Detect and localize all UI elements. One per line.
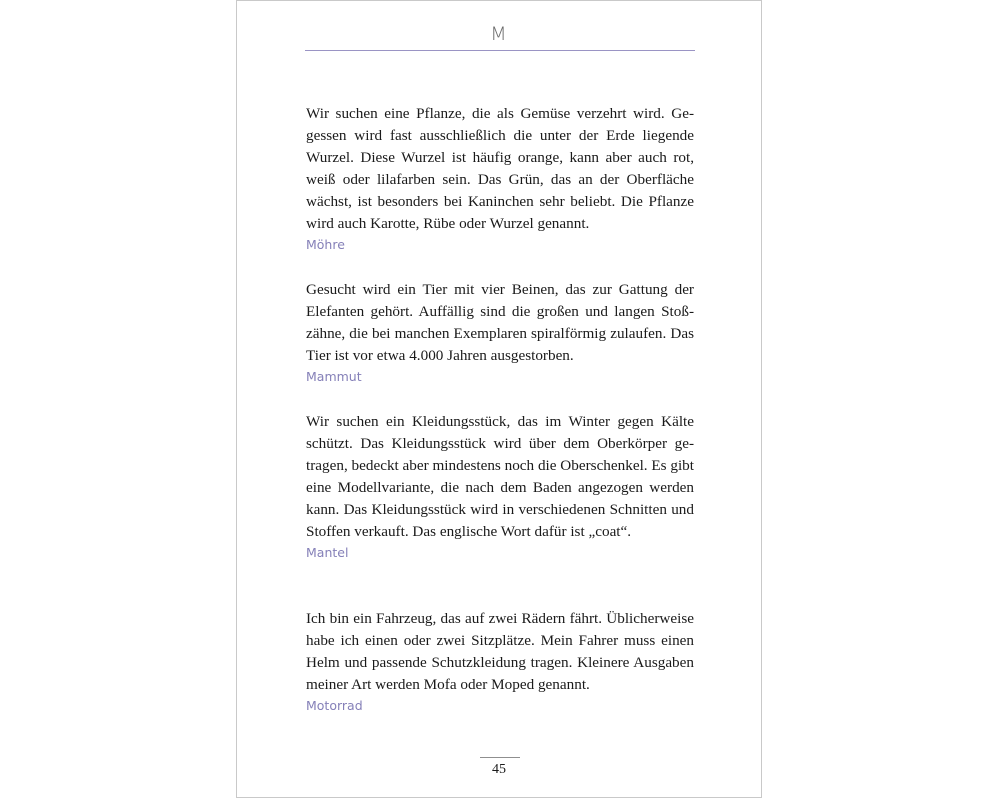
riddle-answer: Möhre [306,237,345,252]
page-number: 45 [492,762,506,777]
riddle-answer: Mantel [306,545,349,560]
riddle-text: Gesucht wird ein Tier mit vier Beinen, das zur Gattung der Elefanten gehört. Auffällig sind die großen und langen Stoßzähne, die bei manchen Exemplaren spiralförmig zulaufen. Das Tier ist vor etwa 4.000 Jahren ausgestorben. [306,281,694,364]
riddle-text: Ich bin ein Fahrzeug, das auf zwei Rädern fährt. Üblicherweise habe ich einen oder zwei Sitzplätze. Mein Fahrer muss einen Helm und passende Schutzkleidung tragen. Kleinere Ausgaben meiner Art werden Mofa oder Moped genannt. [306,610,694,693]
riddle-text: Wir suchen eine Pflanze, die als Gemüse verzehrt wird. Gegessen wird fast ausschließlich die unter der Erde liegende Wurzel. Diese Wurzel ist häufig orange, kann aber auch rot, weiß oder lilafarben sein. Das Grün, das an der Oberfläche wächst, ist besonders bei Kaninchen sehr beliebt. Die Pflanze wird auch Karotte, Rübe oder Wurzel genannt. [306,105,694,232]
header-divider [305,50,695,51]
book-page [236,0,762,798]
riddle-entry [306,411,694,563]
riddle-entry [306,608,694,716]
riddle-entry [306,103,694,255]
riddle-answer: Motorrad [306,698,363,713]
riddle-entry [306,279,694,387]
section-letter: M [490,23,508,45]
footer-divider [480,757,520,758]
riddle-text: Wir suchen ein Kleidungsstück, das im Winter gegen Kälte schützt. Das Kleidungsstück wird über dem Oberkörper getragen, bedeckt aber mindestens noch die Oberschenkel. Es gibt eine Modellvariante, die nach dem Baden angezogen werden kann. Das Kleidungsstück wird in verschiedenen Schnitten und Stoffen verkauft. Das englische Wort dafür ist „coat“. [306,413,694,540]
riddle-answer: Mammut [306,369,362,384]
